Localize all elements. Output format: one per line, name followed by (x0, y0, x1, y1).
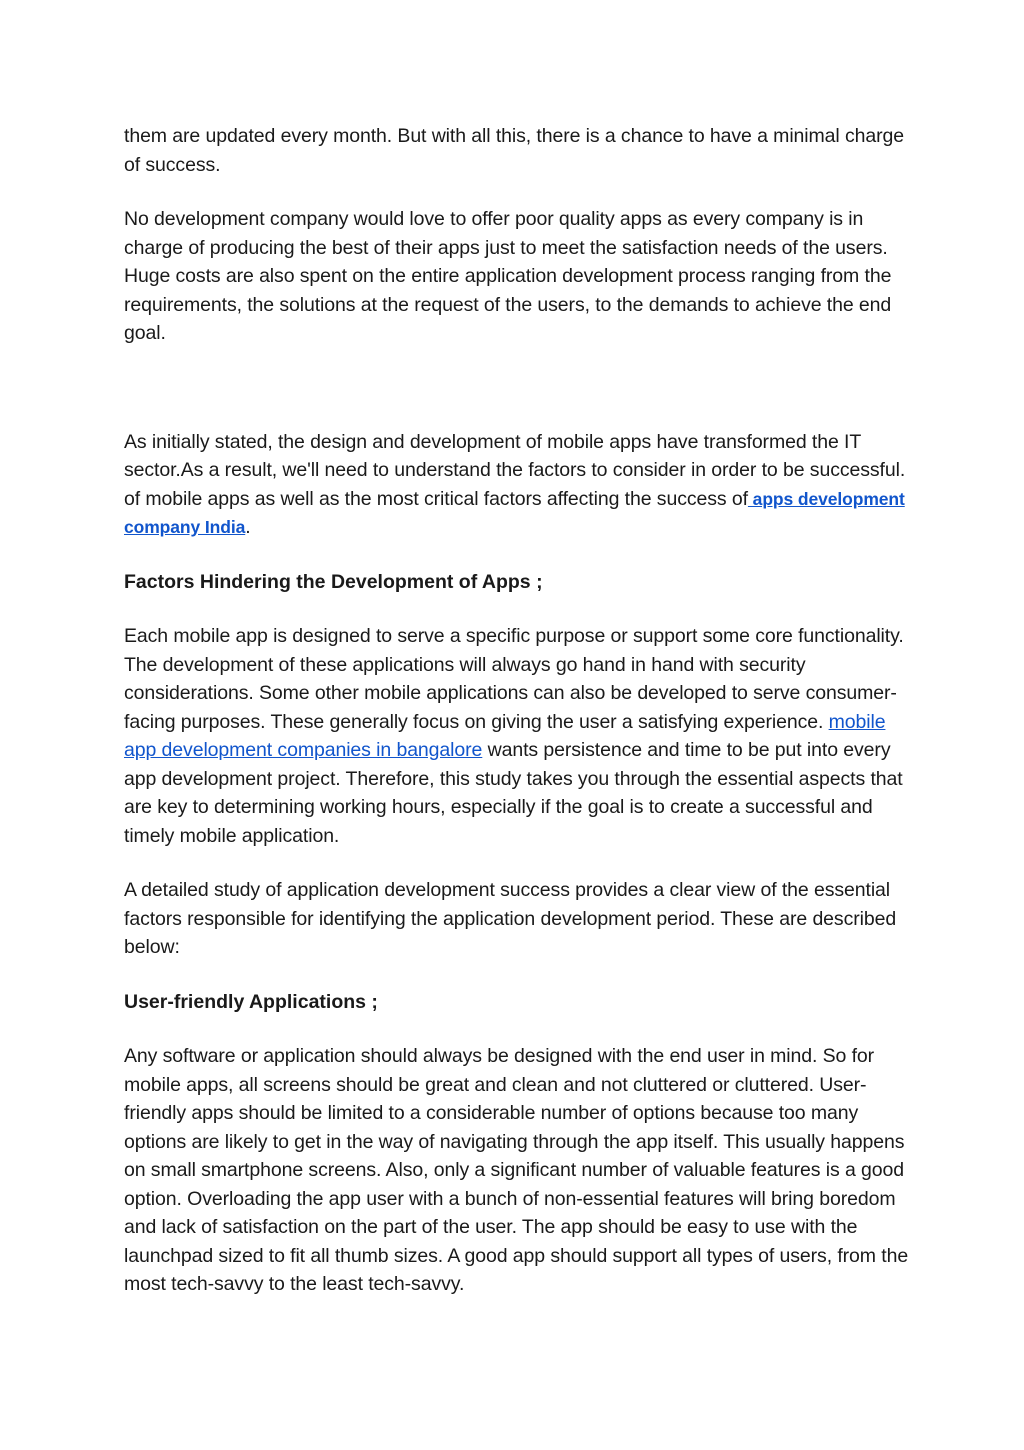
paragraph-5: A detailed study of application development success provides a clear view of the essential factors responsible for identifying the application development period. These are described below: (124, 879, 897, 958)
section-heading-factors: Factors Hindering the Development of Apps ; (124, 570, 543, 593)
document-page (124, 122, 914, 1299)
paragraph-3-end: . (245, 516, 251, 538)
spacer (124, 542, 914, 568)
paragraph-2: No development company would love to offer poor quality apps as every company is in charge of producing the best of their apps just to meet the satisfaction needs of the users. Huge costs are also spent on the entire application development process ranging from the requirements, the solutions at the request of the users, to the demands to achieve the end goal. (124, 208, 892, 344)
paragraph-4-end: wants persistence and time to be put into every app development project. Therefore, this study takes you through the essential aspects that are key to determining working hours, especially if the goal is to create a successful and timely mobile application. (124, 739, 903, 847)
spacer (124, 348, 914, 428)
spacer (124, 850, 914, 876)
spacer (124, 1016, 914, 1042)
section-heading-user-friendly: User-friendly Applications ; (124, 990, 378, 1013)
paragraph-6: Any software or application should always be designed with the end user in mind. So for mobile apps, all screens should be great and clean and not cluttered or cluttered. User-friendly apps should be limited to a considerable number of options because too many options are likely to get in the way of navigating through the app itself. This usually happens on small smartphone screens. Also, only a significant number of valuable features is a good option. Overloading the app user with a bunch of non-essential features will bring boredom and lack of satisfaction on the part of the user. The app should be easy to use with the launchpad sized to fit all thumb sizes. A good app should support all types of users, from the most tech-savvy to the least tech-savvy. (124, 1045, 909, 1295)
spacer (124, 596, 914, 622)
apps-development-company-india-link[interactable]: apps development company India (124, 488, 905, 537)
paragraph-4-text: Each mobile app is designed to serve a specific purpose or support some core functionality. The development of these applications will always go hand in hand with security considerations. Some other mobile applications can also be developed to serve consumer-facing purposes. These generally focus on giving the user a satisfying experience. (124, 625, 904, 733)
paragraph-3 (124, 428, 914, 542)
paragraph-1: them are updated every month. But with all this, there is a chance to have a minimal charge of success. (124, 125, 904, 176)
spacer (124, 179, 914, 205)
paragraph-3-text: As initially stated, the design and development of mobile apps have transformed the IT sector.As a result, we'll need to understand the factors to consider in order to be successful. of mobile apps as well as the most critical factors affecting the success of (124, 430, 906, 510)
spacer (124, 962, 914, 988)
paragraph-4 (124, 622, 914, 850)
mobile-app-development-companies-link[interactable]: mobile app development companies in bangalore (124, 710, 886, 761)
